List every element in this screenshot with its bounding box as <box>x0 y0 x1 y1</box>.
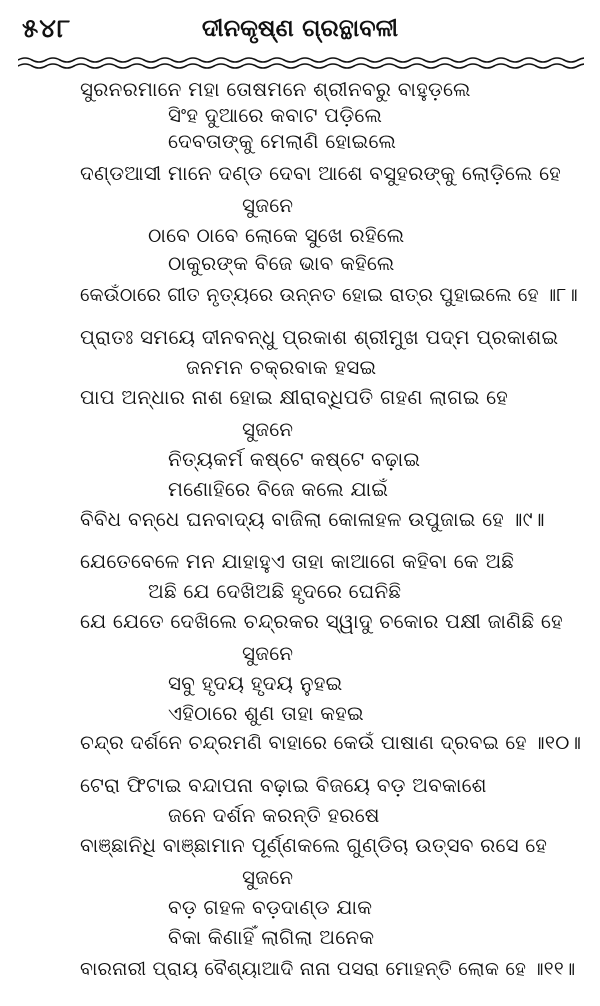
verse-line: ଠାବେ ଠାବେ ଲୋକେ ସୁଖେ ରହିଲେ <box>148 223 405 247</box>
verse-line: କେଉଁଠାରେ ଗୀତ ନୃତ୍ୟରେ ଉନ୍ନତ ହୋଇ ରାତ୍ର ପୁହାଇଲେ ହେ ॥୮॥ <box>80 284 578 306</box>
verse-line: ବାରନାରୀ ପ୍ରାୟ ବୈଶ୍ୟାଆଦି ନାନା ପସରା ମୋହନ୍ତି ଲୋକ ହେ ॥୧୧॥ <box>80 958 576 980</box>
verse-line: ପ୍ରାତଃ ସମୟେ ଦୀନବନ୍ଧୁ ପ୍ରକାଶ ଶ୍ରୀମୁଖ ପଦ୍ମ ପ୍ରକାଶଇ <box>80 325 559 349</box>
page-number: ୫୪୮ <box>22 14 72 44</box>
verse-line: ଜନମନ ଚକ୍ରବାକ ହସଇ <box>186 355 377 379</box>
verse-line: ଠାକୁରଙ୍କ ବିଜେ ଭାବ କହିଲେ <box>168 251 395 275</box>
verse-line: ଟେରା ଫିଟାଇ ବନ୍ଦାପନା ବଢ଼ାଇ ବିଜୟେ ବଡ଼ ଅବକାଶେ <box>80 773 487 797</box>
verse-line: ଏହିଠାରେ ଶୁଣ ତାହା କହଇ <box>168 701 364 725</box>
decorative-wavy-rule <box>18 56 584 70</box>
refrain-line: ସୁଜନେ <box>242 865 294 889</box>
verse-line: ନିତ୍ୟକର୍ମ କଷ୍ଟେ କଷ୍ଟେ ବଢ଼ାଇ <box>168 447 421 471</box>
verse-line: ସବୁ ହୃଦୟ ହୃଦୟ ନୁହଇ <box>168 671 343 695</box>
verse-line: ଯେ ଯେତେ ଦେଖିଲେ ଚନ୍ଦ୍ରକର ସ୍ୱାଦୁ ଚକୋର ପକ୍ଷୀ ଜାଣିଛି ହେ <box>80 609 563 633</box>
verse-line: ଅଛି ଯେ ଦେଖିଅଛି ହୃଦରେ ଘେନିଛି <box>148 579 402 603</box>
verse-line: ବାଞ୍ଛାନିଧି ବାଞ୍ଛାମାନ ପୂର୍ଣ୍ଣକଲେ ଗୁଣ୍ଡିଚା ଉତ୍ସବ ରସେ ହେ <box>80 833 548 857</box>
verse-line: ମଣୋହିରେ ବିଜେ କଲେ ଯାଇଁ <box>168 477 389 501</box>
verse-line: ପାପ ଅନ୍ଧାର ନାଶ ହୋଇ କ୍ଷୀରାବ୍ଧିପତି ଗହଣ ଲାଗଇ ହେ <box>80 385 509 409</box>
verse-line: ବିବିଧ ବନ୍ଧେ ଘନବାଦ୍ୟ ବାଜିଲା କୋଳାହଳ ଉପୁଜାଇ ହେ ॥୯॥ <box>80 507 545 531</box>
page-header <box>0 0 600 70</box>
running-title: ଦୀନକୃଷ୍ଣ ଗ୍ରନ୍ଥାବଳୀ <box>201 14 399 42</box>
refrain-line: ସୁଜନେ <box>242 193 294 217</box>
verse-line: ଦେବତାଙ୍କୁ ମେଲାଣି ହୋଇଲେ <box>168 129 397 153</box>
verse-line: ଜନେ ଦର୍ଶନ କରନ୍ତି ହରଷେ <box>168 803 380 827</box>
verse-line: ଯେତେବେଳେ ମନ ଯାହାହୁଏ ତାହା କାଆଗେ କହିବା କେ ଅଛି <box>80 549 515 573</box>
verse-line: ବିକା କିଣାହିଁ ଲାଗିଲା ଅନେକ <box>168 925 375 949</box>
refrain-line: ସୁଜନେ <box>242 417 294 441</box>
verse-line: ସିଂହ ଦୁଆରେ କବାଟ ପଡ଼ିଲେ <box>168 103 383 127</box>
verse-line: ସୁରନରମାନେ ମହା ତୋଷମନେ ଶ୍ରୀନବରୁ ବାହୁଡ଼ଲେ <box>80 77 471 101</box>
verse-line: ଚନ୍ଦ୍ର ଦର୍ଶନେ ଚନ୍ଦ୍ରମଣି ବାହାରେ କେଉଁ ପାଷାଣ ଦ୍ରବଇ ହେ ॥୧୦॥ <box>80 731 582 754</box>
verse-line: ଦଣ୍ଡଆସୀ ମାନେ ଦଣ୍ଡ ଦେବା ଆଶେ ବସୁହରଙ୍କୁ ଲୋଡ଼ିଲେ ହେ <box>80 161 561 185</box>
refrain-line: ସୁଜନେ <box>242 641 294 665</box>
verse-line: ବଡ଼ ଗହଳ ବଡ଼ଦାଣ୍ଡ ଯାକ <box>168 895 373 919</box>
